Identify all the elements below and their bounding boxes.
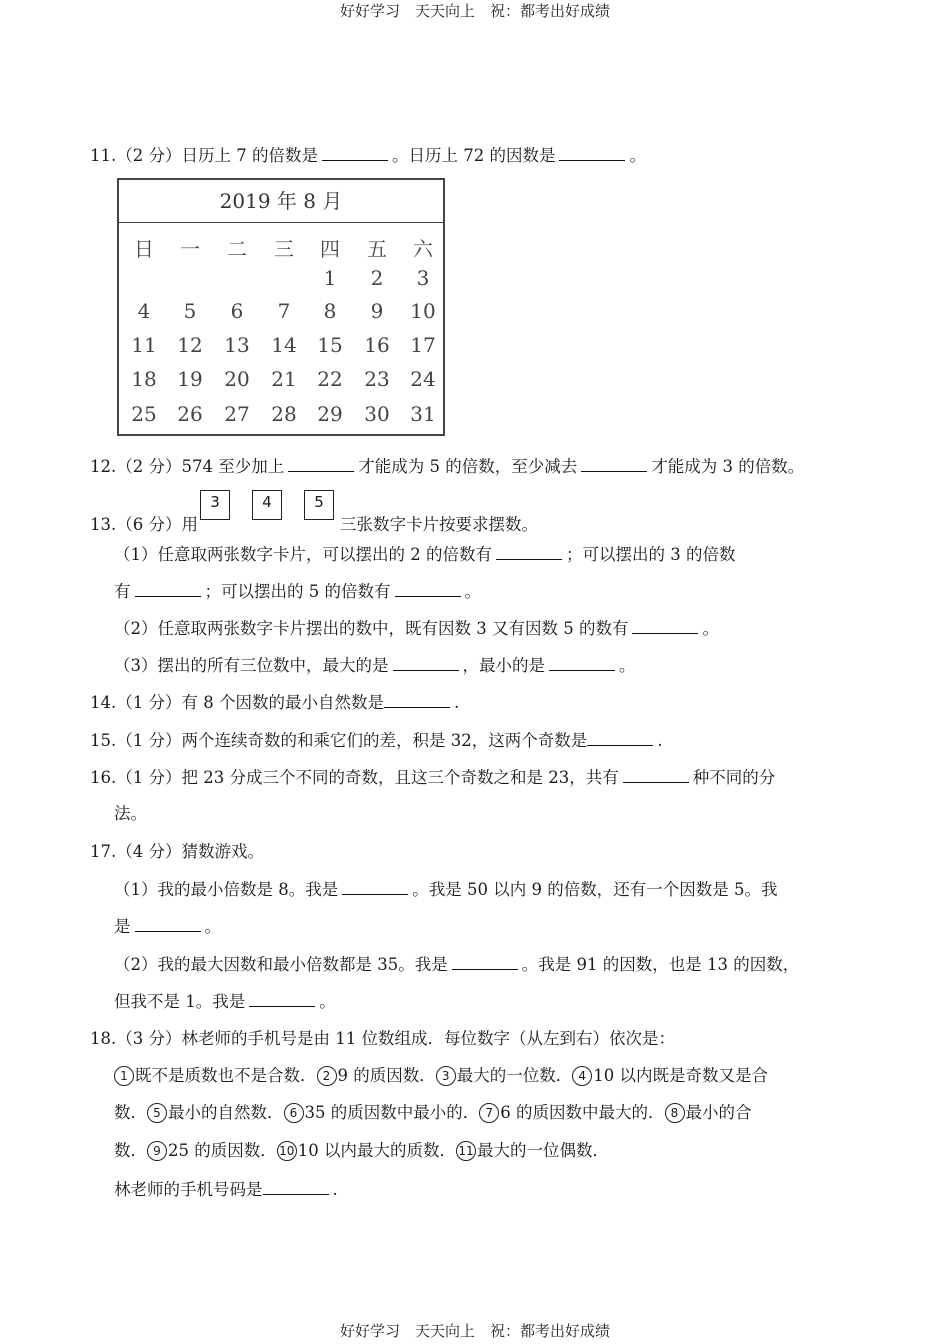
q17-p1-text-c: 是 [114,917,131,936]
calendar-image [117,178,445,436]
q18-clue-1: 既不是质数也不是合数． [135,1066,317,1085]
calendar-weekday: 五 [367,237,387,261]
q18-line-2 [114,1102,752,1124]
calendar-day: 19 [177,367,203,391]
calendar-day: 21 [271,367,297,391]
number-card-5: 5 [304,490,334,520]
q14-text-a: 14.（1 分）有 8 个因数的最小自然数是 [90,693,384,712]
q18-clue-2: 9 的质因数． [337,1066,436,1085]
q13-p1-text-b: ；可以摆出的 3 的倍数 [566,545,736,564]
circled-number-7: 7 [479,1103,499,1123]
q17-p2-blank-2[interactable] [249,990,315,1007]
calendar-day: 18 [131,367,157,391]
circled-number-9: 9 [147,1141,167,1161]
q18-clue-8: 最小的合 [685,1103,752,1122]
circled-number-8: 8 [665,1103,685,1123]
q14-text-b: . [453,693,460,712]
q16-text-b: 种不同的分 [692,768,776,787]
q16-text-c: 法。 [114,804,147,823]
q18-clue-11: 最大的一位偶数． [477,1141,609,1160]
q13-part-1-cont [114,580,481,603]
calendar-title: 2019 年 8 月 [119,180,443,223]
calendar-weekday: 二 [227,237,247,261]
q13-p1-text-e: 。 [464,582,481,601]
q17-p1-blank-1[interactable] [342,878,408,895]
q18-text-a: 18.（3 分）林老师的手机号是由 11 位数组成．每位数字（从左到右）依次是： [90,1029,675,1048]
q13-p3-text-b: ，最小的是 [462,656,545,675]
q13-part-3 [114,654,636,677]
calendar-day: 17 [410,333,436,357]
calendar-day: 3 [416,266,430,290]
calendar-weekday: 六 [413,237,433,261]
question-13 [90,493,538,536]
q18-answer-line [114,1178,338,1201]
calendar-day: 9 [370,299,384,323]
q15-blank[interactable] [587,729,653,746]
calendar-day: 8 [323,299,337,323]
question-17 [90,841,264,863]
calendar-weekday: 日 [134,237,154,261]
q18-line-3 [114,1140,609,1162]
q13-p1-blank-1[interactable] [496,543,562,560]
q13-p3-text-a: （3）摆出的所有三位数中，最大的是 [114,656,389,675]
calendar-day: 6 [230,299,244,323]
calendar-day: 2 [370,266,384,290]
q11-text-b: 。日历上 72 的因数是 [391,146,556,165]
q13-p2-text-b: 。 [702,619,719,638]
q18-last-text-b: . [332,1180,338,1199]
q17-p2-text-c: 但我不是 1。我是 [114,992,246,1011]
calendar-day: 27 [224,402,250,426]
calendar-day: 4 [137,299,151,323]
q17-part-2 [114,953,799,976]
calendar-weekday: 三 [274,237,294,261]
q18-clue-10: 10 以内最大的质数． [297,1141,456,1160]
calendar-day: 28 [271,402,297,426]
page-footer: 好好学习 天天向上 祝：都考出好成绩 [339,1322,610,1340]
q17-p2-text-b: 。我是 91 的因数，也是 13 的因数， [521,955,800,974]
q18-clue-5: 最小的自然数． [168,1103,284,1122]
q17-part-1-cont [114,915,221,938]
q18-clue-7: 6 的质因数中最大的． [500,1103,665,1122]
q17-part-2-cont [114,990,336,1013]
q17-p1-text-b: 。我是 50 以内 9 的倍数，还有一个因数是 5。我 [412,880,778,899]
q18-clue-3: 最大的一位数． [456,1066,573,1085]
q18-clue-8-cont: 数． [114,1141,147,1160]
question-12 [90,455,804,478]
q18-clue-6: 35 的质因数中最小的． [304,1103,480,1122]
q13-part-1 [114,543,736,566]
q13-part-2 [114,617,719,640]
number-card-4: 4 [252,490,282,520]
q13-text-a: 13.（6 分）用 [90,515,198,534]
calendar-day: 25 [131,402,157,426]
q18-clue-4: 10 以内既是奇数又是合 [593,1066,768,1085]
circled-number-10: 10 [277,1141,297,1161]
question-11 [90,144,646,167]
q17-p1-text-a: （1）我的最小倍数是 8。我是 [114,880,339,899]
question-14 [90,691,459,714]
q11-blank-1[interactable] [322,144,388,161]
circled-number-3: 3 [436,1066,456,1086]
q17-p2-text-a: （2）我的最大因数和最小倍数都是 35。我是 [114,955,448,974]
q13-p3-blank-1[interactable] [393,654,459,671]
q17-part-1 [114,878,777,901]
q13-p3-text-c: 。 [619,656,636,675]
q17-text-a: 17.（4 分）猜数游戏。 [90,842,264,861]
calendar-day: 15 [317,333,343,357]
q18-line-1 [114,1065,768,1087]
q13-p2-text-a: （2）任意取两张数字卡片摆出的数中，既有因数 3 又有因数 5 的数有 [114,619,629,638]
q17-p2-text-d: 。 [319,992,336,1011]
calendar-day: 11 [131,333,157,357]
q11-text-c: 。 [629,146,646,165]
q13-p1-blank-2[interactable] [135,580,201,597]
circled-number-6: 6 [284,1103,304,1123]
calendar-day: 29 [317,402,343,426]
q14-blank[interactable] [384,691,450,708]
calendar-day: 7 [277,299,291,323]
calendar-day: 20 [224,367,250,391]
q12-text-c: 才能成为 3 的倍数。 [651,457,805,476]
circled-number-11: 11 [456,1141,476,1161]
calendar-day: 31 [410,402,436,426]
calendar-day: 26 [177,402,203,426]
q18-blank[interactable] [263,1178,329,1195]
q18-clue-4-cont: 数． [114,1103,147,1122]
q17-p1-blank-2[interactable] [135,915,201,932]
q13-p1-text-d: ；可以摆出的 5 的倍数有 [204,582,391,601]
q17-p1-text-d: 。 [204,917,221,936]
q11-text-a: 11.（2 分）日历上 7 的倍数是 [90,146,318,165]
calendar-day: 22 [317,367,343,391]
calendar-day: 23 [364,367,390,391]
q15-text-a: 15.（1 分）两个连续奇数的和乘它们的差，积是 32，这两个奇数是 [90,731,588,750]
calendar-day: 16 [364,333,390,357]
page-header: 好好学习 天天向上 祝：都考出好成绩 [339,2,610,20]
calendar-day: 12 [177,333,203,357]
q12-text-b: 才能成为 5 的倍数，至少减去 [358,457,578,476]
question-16-cont [114,803,147,825]
question-18 [90,1028,675,1050]
q13-p3-blank-2[interactable] [549,654,615,671]
calendar-day: 10 [410,299,436,323]
question-16 [90,766,775,789]
q16-blank[interactable] [623,766,689,783]
circled-number-2: 2 [317,1066,337,1086]
q12-blank-1[interactable] [288,455,354,472]
q13-text-b: 三张数字卡片按要求摆数。 [339,515,538,534]
q11-blank-2[interactable] [559,144,625,161]
calendar-day: 30 [364,402,390,426]
q13-p2-blank[interactable] [632,617,698,634]
calendar-weekday: 一 [180,237,200,261]
q15-text-b: . [657,731,663,750]
q13-p1-text-a: （1）任意取两张数字卡片，可以摆出的 2 的倍数有 [114,545,492,564]
q12-blank-2[interactable] [581,455,647,472]
q18-clue-9: 25 的质因数． [168,1141,277,1160]
number-card-3: 3 [200,490,230,520]
q16-text-a: 16.（1 分）把 23 分成三个不同的奇数，且这三个奇数之和是 23，共有 [90,768,619,787]
calendar-day: 1 [323,266,337,290]
calendar-day: 24 [410,367,436,391]
q13-p1-blank-3[interactable] [395,580,461,597]
calendar-day: 14 [271,333,297,357]
calendar-day: 13 [224,333,250,357]
q13-p1-text-c: 有 [114,582,131,601]
calendar-weekday: 四 [320,237,340,261]
circled-number-4: 4 [572,1066,592,1086]
q12-text-a: 12.（2 分）574 至少加上 [90,457,285,476]
calendar-day: 5 [183,299,197,323]
question-15 [90,729,662,752]
number-cards [198,493,340,530]
circled-number-1: 1 [114,1066,134,1086]
circled-number-5: 5 [147,1103,167,1123]
q17-p2-blank-1[interactable] [452,953,518,970]
q18-last-text-a: 林老师的手机号码是 [114,1180,263,1199]
